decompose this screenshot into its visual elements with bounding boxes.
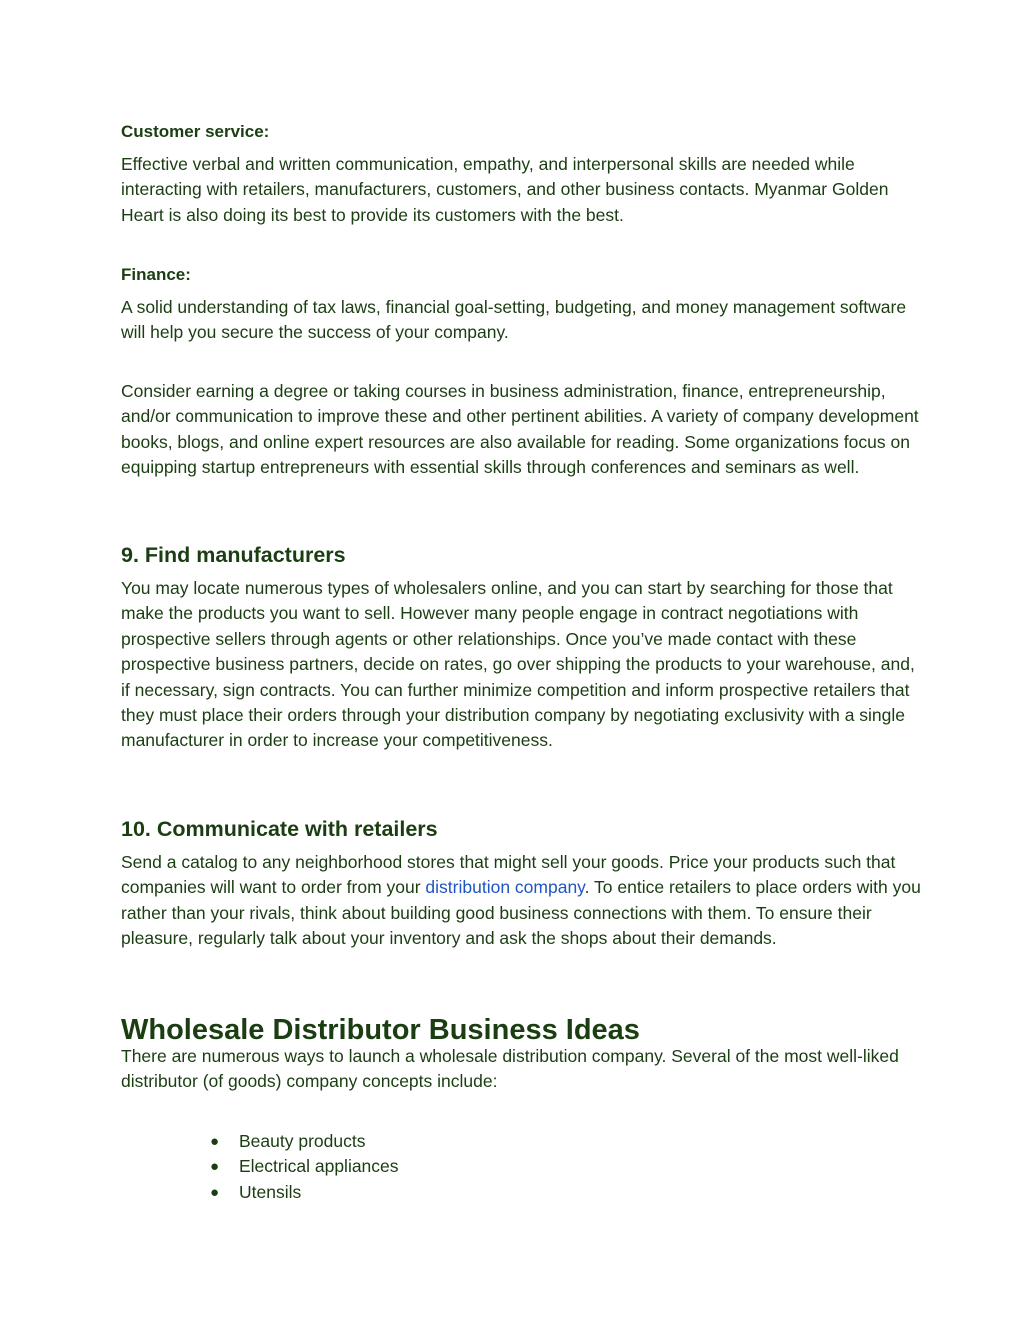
paragraph-text-before-link: Send a catalog to any neighborhood stores that might sell your goods. Price your products such that companies will want to order from your	[121, 852, 896, 898]
list-item	[207, 1180, 399, 1205]
finance-heading: Finance:	[121, 265, 191, 284]
paragraph-text-after-link: . To entice retailers to place orders with you rather than your rivals, think about building good business connections with them. To ensure their pleasure, regularly talk about your inventory and ask the shops about their demands.	[121, 877, 921, 949]
communicate-retailers-heading: 10. Communicate with retailers	[121, 817, 438, 841]
business-ideas-paragraph: There are numerous ways to launch a wholesale distribution company. Several of the most well-liked distributor (of goods) company concepts include:	[121, 1046, 899, 1092]
communicate-retailers-paragraph	[121, 850, 921, 952]
list-item-label: Utensils	[239, 1181, 302, 1202]
finance-paragraph: A solid understanding of tax laws, financial goal-setting, budgeting, and money management software will help you secure the success of your company.	[121, 297, 907, 343]
customer-service-paragraph: Effective verbal and written communication, empathy, and interpersonal skills are needed while interacting with retailers, manufacturers, customers, and other business contacts. Myanmar Golden Heart is also doing its best to provide its customers with the best.	[121, 154, 889, 225]
business-ideas-heading: Wholesale Distributor Business Ideas	[121, 1014, 640, 1046]
bullet-icon: ●	[210, 1133, 220, 1150]
list-item-label: Beauty products	[239, 1131, 366, 1151]
bullet-icon: ●	[210, 1183, 220, 1201]
distribution-company-link[interactable]: distribution company	[425, 877, 585, 898]
list-item	[207, 1129, 399, 1154]
find-manufacturers-heading: 9. Find manufacturers	[121, 543, 346, 567]
business-ideas-list	[207, 1129, 399, 1205]
list-item	[207, 1154, 399, 1179]
consider-paragraph: Consider earning a degree or taking courses in business administration, finance, entrepreneurship, and/or communication to improve these and other pertinent abilities. A variety of company development books, blogs, and online expert resources are also available for reading. Some organizations focus on equipping startup entrepreneurs with essential skills through conferences and seminars as well.	[121, 381, 919, 478]
find-manufacturers-paragraph: You may locate numerous types of wholesalers online, and you can start by searching for those that make the products you want to sell. However many people engage in contract negotiations with prospective sellers through agents or other relationships. Once you’ve made contact with these prospective business partners, decide on rates, go over shipping the products to your warehouse, and, if necessary, sign contracts. You can further minimize competition and inform prospective retailers that they must place their orders through your distribution company by negotiating exclusivity with a single manufacturer in order to increase your competitiveness.	[121, 578, 915, 751]
bullet-icon: ●	[210, 1158, 220, 1176]
customer-service-heading: Customer service:	[121, 122, 270, 141]
list-item-label: Electrical appliances	[239, 1156, 399, 1177]
